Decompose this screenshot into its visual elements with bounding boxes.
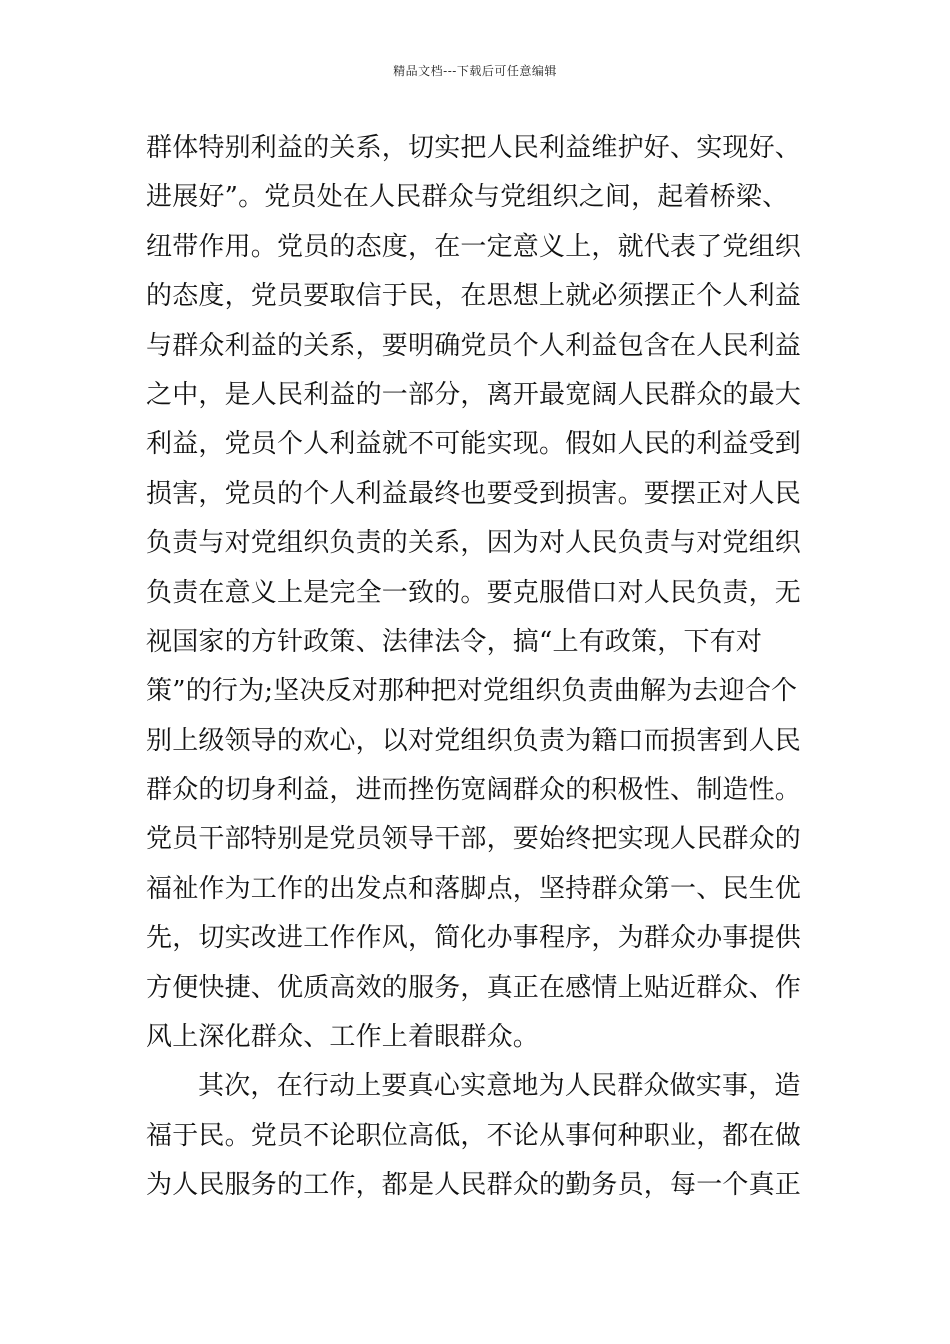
text-line: 为人民服务的工作，都是人民群众的勤务员，每一个真正 [146, 1170, 802, 1201]
text-line: 先，切实改进工作作风，简化办事程序，为群众办事提供 [146, 923, 802, 954]
text-line: 纽带作用。党员的态度，在一定意义上，就代表了党组织 [146, 231, 802, 262]
text-line: 损害，党员的个人利益最终也要受到损害。要摆正对人民 [146, 478, 802, 509]
text-line: 别上级领导的欢心，以对党组织负责为籍口而损害到人民 [146, 725, 802, 756]
text-line: 的态度，党员要取信于民，在思想上就必须摆正个人利益 [146, 281, 802, 312]
text-line: 负责与对党组织负责的关系，因为对人民负责与对党组织 [146, 528, 802, 559]
text-line: 之中，是人民利益的一部分，离开最宽阔人民群众的最大 [146, 379, 802, 410]
text-line: 方便快捷、优质高效的服务，真正在感情上贴近群众、作 [146, 972, 802, 1003]
text-line: 利益，党员个人利益就不可能实现。假如人民的利益受到 [146, 429, 802, 460]
text-line: 群体特别利益的关系，切实把人民利益维护好、实现好、 [146, 133, 802, 163]
text-line: 福于民。党员不论职位高低，不论从事何种职业，都在做 [146, 1120, 802, 1151]
text-line: 策”的行为;坚决反对那种把对党组织负责曲解为去迎合个 [146, 676, 798, 707]
text-line: 福祉作为工作的出发点和落脚点，坚持群众第一、民生优 [146, 873, 802, 904]
text-line: 风上深化群众、工作上着眼群众。 [146, 1022, 540, 1053]
page-header: 精品文档---下载后可任意编辑 [393, 64, 557, 78]
document-body [146, 124, 806, 1211]
text-line: 进展好”。党员处在人民群众与党组织之间，起着桥梁、 [146, 182, 789, 213]
text-line: 与群众利益的关系，要明确党员个人利益包含在人民利益 [146, 330, 802, 361]
text-line: 负责在意义上是完全一致的。要克服借口对人民负责，无 [146, 577, 802, 608]
text-line: 党员干部特别是党员领导干部，要始终把实现人民群众的 [146, 824, 802, 855]
text-line: 视国家的方针政策、法律法令，搞“上有政策，下有对 [146, 626, 763, 657]
text-line: 群众的切身利益，进而挫伤宽阔群众的积极性、制造性。 [146, 775, 802, 806]
text-line: 其次，在行动上要真心实意地为人民群众做实事，造 [198, 1071, 801, 1102]
